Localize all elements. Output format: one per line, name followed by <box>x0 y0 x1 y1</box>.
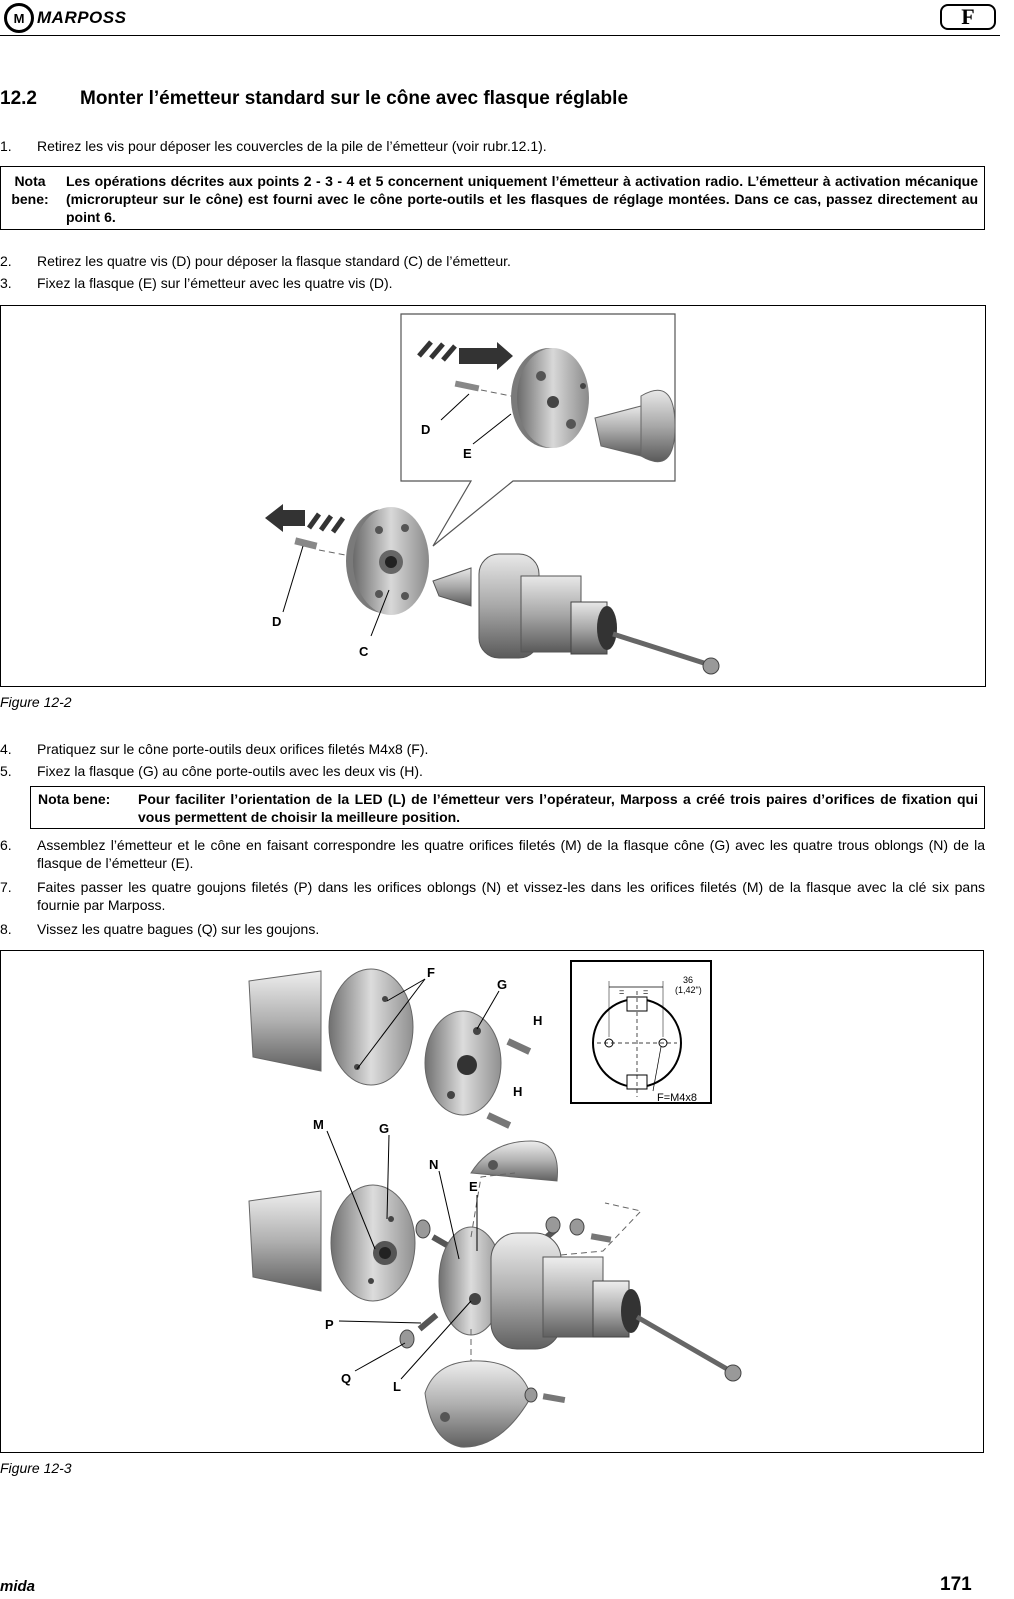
label-d-bottom: D <box>272 614 282 629</box>
figure-12-3 <box>0 950 984 1453</box>
probe-tip <box>703 658 719 674</box>
marposs-logo-icon: M <box>4 3 34 33</box>
step-text: Vissez les quatre bagues (Q) sur les goujons. <box>37 921 320 937</box>
figure-12-2-illustration <box>1 306 985 686</box>
label-f: F <box>427 965 435 980</box>
tool-cone-bottom <box>249 1191 321 1291</box>
step-8 <box>0 920 985 938</box>
step-7 <box>0 878 985 914</box>
label-g-top: G <box>497 977 508 992</box>
step-number: 6. <box>0 837 12 853</box>
label-d-top: D <box>421 422 431 437</box>
step-number: 1. <box>0 138 12 154</box>
probe-tip <box>725 1365 741 1381</box>
step-number: 8. <box>0 921 12 937</box>
label-g-mid: G <box>379 1121 390 1136</box>
note-box-2 <box>30 786 985 829</box>
tool-cone-top <box>249 971 321 1071</box>
figure-12-3-caption: Figure 12-3 <box>0 1460 72 1476</box>
label-l: L <box>393 1379 401 1394</box>
cover-bottom <box>425 1361 531 1447</box>
nut-q-4 <box>570 1219 584 1235</box>
label-m: M <box>313 1117 324 1132</box>
section-title-text: Monter l’émetteur standard sur le cône avec flasque réglable <box>80 88 629 109</box>
screw-d-bottom <box>294 537 317 549</box>
marposs-logo <box>4 3 126 33</box>
arrow-icon-bottom <box>265 504 343 532</box>
step-number: 2. <box>0 253 12 269</box>
note-label: Nota bene: <box>11 173 49 207</box>
detail-dim: 36 <box>683 975 694 985</box>
note-label: Nota bene: <box>38 791 111 807</box>
step-number: 7. <box>0 879 12 895</box>
brand-name: MARPOSS <box>37 8 127 27</box>
figure-12-3-illustration <box>1 951 983 1452</box>
step-number: 5. <box>0 763 12 779</box>
step-text: Fixez la flasque (G) au cône porte-outils avec les deux vis (H). <box>37 763 423 779</box>
label-n: N <box>429 1157 439 1172</box>
step-text: Pratiquez sur le cône porte-outils deux orifices filetés M4x8 (F). <box>37 741 429 757</box>
footer-product: mida <box>0 1578 36 1595</box>
figure-12-2 <box>0 305 986 687</box>
note-text: Pour faciliter l’orientation de la LED (L) de l’émetteur vers l’opérateur, Marposs a créé trois paires d’orifices de fixation qui vous permettent de choisir la meilleure position. <box>138 791 978 825</box>
language-badge: F <box>940 4 996 30</box>
label-p: P <box>325 1317 334 1332</box>
nut-q-1 <box>416 1220 430 1238</box>
step-3 <box>0 274 985 292</box>
step-number: 3. <box>0 275 12 291</box>
step-text: Retirez les vis pour déposer les couvercles de la pile de l’émetteur (voir rubr.12.1). <box>37 138 547 154</box>
detail-dim-inch: (1,42") <box>675 985 702 995</box>
label-h-top: H <box>533 1013 543 1028</box>
step-4 <box>0 740 985 758</box>
step-text: Faites passer les quatre goujons filetés (P) dans les orifices oblongs (N) et vissez-les dans les orifices filetés (M) de la flasque avec la clé six pans fournie par Marposs. <box>37 879 985 913</box>
note-box-1 <box>0 166 985 230</box>
header-rule <box>0 35 1000 36</box>
stud-p-2 <box>418 1313 439 1332</box>
figure-12-2-caption: Figure 12-2 <box>0 694 72 710</box>
step-1 <box>0 137 985 155</box>
step-text: Assemblez l’émetteur et le cône en faisant correspondre les quatre orifices filetés (M) de la flasque cône (G) avec les quatre trous oblongs (N) de la flasque de l’émetteur (E). <box>37 837 985 871</box>
page-number: 171 <box>940 1574 972 1595</box>
step-6 <box>0 836 985 872</box>
step-text: Fixez la flasque (E) sur l’émetteur avec les quatre vis (D). <box>37 275 393 291</box>
label-h-bottom: H <box>513 1084 523 1099</box>
detail-thread: F=M4x8 <box>657 1092 698 1104</box>
step-text: Retirez les quatre vis (D) pour déposer la flasque standard (C) de l’émetteur. <box>37 253 511 269</box>
label-c: C <box>359 644 369 659</box>
label-e: E <box>463 446 472 461</box>
nut-q-2 <box>400 1330 414 1348</box>
cone-flange-top <box>329 969 413 1085</box>
step-5 <box>0 762 985 780</box>
detail-eq-1: = <box>619 987 625 997</box>
nut-q-3 <box>546 1217 560 1233</box>
detail-eq-2: = <box>643 987 649 997</box>
screw-h-bottom <box>486 1112 511 1128</box>
label-e: E <box>469 1179 478 1194</box>
note-text: Les opérations décrites aux points 2 - 3 - 4 et 5 concernent uniquement l’émetteur à activation radio. L’émetteur à activation mécanique (microrupteur sur le cône) est fourni avec le cône porte-outils et les flasques de réglage montées. Dans ce cas, passez directement au point 6. <box>66 173 978 225</box>
screw-h-top <box>506 1038 531 1054</box>
section-title <box>0 88 628 110</box>
step-number: 4. <box>0 741 12 757</box>
cover-top <box>471 1141 557 1181</box>
step-2 <box>0 252 985 270</box>
label-q: Q <box>341 1371 352 1386</box>
section-number: 12.2 <box>0 88 37 109</box>
